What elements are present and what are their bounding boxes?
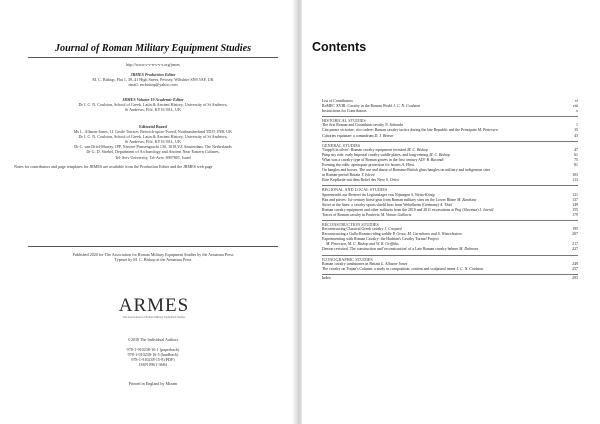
toc-entry[interactable]: Instructions for Contributors x (322, 109, 578, 114)
section-rule (322, 220, 578, 221)
section-heading: REGIONAL AND LOCAL STUDIES (322, 187, 388, 193)
imprint-page (0, 0, 296, 424)
production-line: M. C. Bishop, Flat 1, 39–41 High Street, Pewsey, Wiltshire SN9 5AF, UK (92, 77, 214, 83)
section-rule (322, 185, 578, 186)
editorial-board-block (28, 124, 278, 160)
toc-entry[interactable]: 'Trapp'd in silver': Roman cavalry equipment revisited M. C. Bishop 47 (322, 147, 578, 152)
toc-entry[interactable]: Strive at the lines: a cavalry sports shield boss from Weltelheim (Germany) A. Thiel 149 (322, 202, 578, 207)
isbn-block (28, 347, 278, 367)
board-line: Tel-Aviv University, Tel-Aviv, 6997801, Israel (114, 154, 192, 160)
academic-editor-heading: JRMES Volume 19 Academic Editor (122, 97, 184, 102)
toc-entry[interactable]: Evening the odds: apotropaic protection for horses A. Hirst 81 (322, 163, 578, 168)
notes-for-contributors: Notes for contributors and page templates for JRMES are available from the Production Editor and the JRMES web page (14, 164, 213, 169)
journal-url: http://www.s-v-n-s-v-s.org/jrmes (126, 62, 180, 67)
academic-editor-block (28, 97, 278, 112)
board-line: St Andrews, Fife, KY16 9AL, UK (124, 139, 182, 145)
published-line: Published 2020 for The Association for Roman Military Equipment Studies by the Armatura Press (72, 252, 234, 257)
section-rule (322, 116, 578, 117)
isbn-line: ISSN 0961-3684 (139, 362, 167, 368)
section-heading: RECONSTRUCTION STUDIES (322, 221, 379, 227)
journal-title: Journal of Roman Military Equipment Studies (54, 43, 252, 54)
toc-entry[interactable]: Bits and pieces: 1st-century horse gear from Roman military sites on the Lower Rhine M. Zandstra 137 (322, 197, 578, 202)
published-line: Typeset by M. C. Bishop at the Armatura Press (114, 257, 192, 263)
isbn-line: 978-1-910238-15-8 (PDF) (131, 357, 175, 363)
academic-line: Dr J. C. N. Coulston, School of Greek, Latin & Ancient History, University of St Andrews, (78, 102, 228, 108)
toc-entry[interactable]: Sporenzucht zur Reiterei im Legionslager von Nijmegen S. Weiss-König 121 (322, 192, 578, 197)
printed-note: Printed in England by Mixam (128, 381, 178, 386)
toc-entry[interactable]: On bangles and horses. The use and abuse of Romano-British glass bangles on military and indigenous sites (322, 168, 491, 173)
logo-wordmark: ARMES (118, 295, 190, 316)
isbn-line: 978-1-910238-16-5 (hardback) (127, 352, 179, 358)
section-heading: ICONOGRAPHIC STUDIES (322, 256, 373, 262)
editorial-board-heading: Editorial Board (139, 124, 167, 129)
board-line: Dr C. van Driel-Murray, IPP, Nieuwe Prinsengracht 130, 1018 VZ Amsterdam, The Netherlands (74, 144, 232, 150)
isbn-line: 978-1-910238-16-1 (paperback) (126, 347, 180, 352)
board-line: Ms L. Allason-Jones, 11 Castle Terrace, Berwick-upon-Tweed, Northumberland TD15 1NR, UK (73, 129, 233, 135)
toc-entry[interactable]: Reconstructing Classical Greek cavalry J. Conyard 195 (322, 227, 578, 232)
toc-entry[interactable]: Experimenting with Roman Cavalry: the Hadrian's Cavalry Turma! Project (322, 237, 439, 242)
logo-subtitle: The Association for Roman Military Equipment Studies (122, 316, 186, 319)
board-line: Dr J. C. N. Coulston, School of Greek, Latin & Ancient History, University of St Andrews, (78, 134, 228, 140)
contents-title: Contents (312, 40, 367, 54)
toc-entry[interactable]: Roman cavalry tombstones in Britain L. Allason-Jones 249 (322, 261, 578, 266)
toc-entry[interactable]: The first Roman and Corinthian cavalry N. Sekunda 1 (322, 123, 578, 128)
toc-entry[interactable]: M. Pettersen, M. C. Bishop and W. R. Griffiths 217 (326, 242, 578, 247)
toc-entry[interactable]: Denvar revisited. The construction and 'reconstruction' of a Late Roman cavalry helmet M. Dolmont 227 (322, 247, 578, 252)
section-rule (322, 141, 578, 142)
toc-entry[interactable]: Cita parare victoriae, cito cadere: Roman cavalry tactics during the late Republic and the Principate M. Pettersen 15 (322, 128, 578, 133)
toc-entry[interactable]: Cohortes equitatae: a conundrum D. J. Breeze 43 (322, 133, 578, 138)
board-line: Dr G. D. Stiebel, Department of Archaeology and Ancient Near Eastern Cultures, (86, 149, 220, 155)
copyright: ©2018 The Individual Authors (127, 337, 179, 342)
toc-entry[interactable]: What was a cavalry type of Roman graves in the first century AD? B. Burandt 75 (322, 157, 578, 162)
table-of-contents (322, 99, 578, 281)
toc-entry[interactable]: in Roman-period Britain T. Ivleva 103 (322, 173, 578, 178)
toc-entry[interactable]: Reconstructing a Gallo-Roman riding saddle P. Groot, M. Carrabono and S. Wisterbotton 207 (322, 232, 578, 237)
section-heading: HISTORICAL STUDIES (322, 118, 366, 124)
toc-entry[interactable]: Roman cavalry equipment and other militaria from the 2010 and 2011 excavations at Ptuj (Slovenia) J. Istenič 155 (322, 207, 578, 212)
section-heading: GENERAL STUDIES (322, 142, 361, 148)
toc-entry[interactable]: List of Contributors vi (322, 99, 578, 103)
section-rule (322, 274, 578, 275)
toc-entry-index[interactable]: Index 293 (322, 275, 578, 280)
toc-entry[interactable]: The cavalry on Trajan's Column: a study in composition, content and sculptural intent J. C. N. Coulston 257 (322, 266, 578, 271)
academic-line: St Andrews, Fife, KY16 9AL, UK (124, 107, 182, 113)
production-line: email: mcbishop@yahoo.com (128, 82, 178, 88)
toc-entry[interactable]: Eine Kopfkette mit dem Relief des Nero S. Ortisi 113 (322, 178, 578, 183)
title-rule (28, 57, 278, 58)
section-rule (322, 255, 578, 256)
toc-entry[interactable]: Pimp my ride: early Imperial cavalry saddle plates, and long-reining M. C. Bishop 61 (322, 152, 578, 157)
toc-entry[interactable]: RoMEC XVIII: Cavalry in the Roman World J. C. N. Coulston viii (322, 104, 578, 109)
divider-rule (28, 246, 278, 247)
published-block (28, 252, 278, 262)
production-editor-block (28, 72, 278, 87)
toc-entry[interactable]: Traces of Roman cavalry in Pontevio M. Vinnar Galkovic 179 (322, 212, 578, 217)
armes-logo (118, 296, 190, 332)
production-editor-heading: JRMES Production Editor (130, 72, 176, 77)
